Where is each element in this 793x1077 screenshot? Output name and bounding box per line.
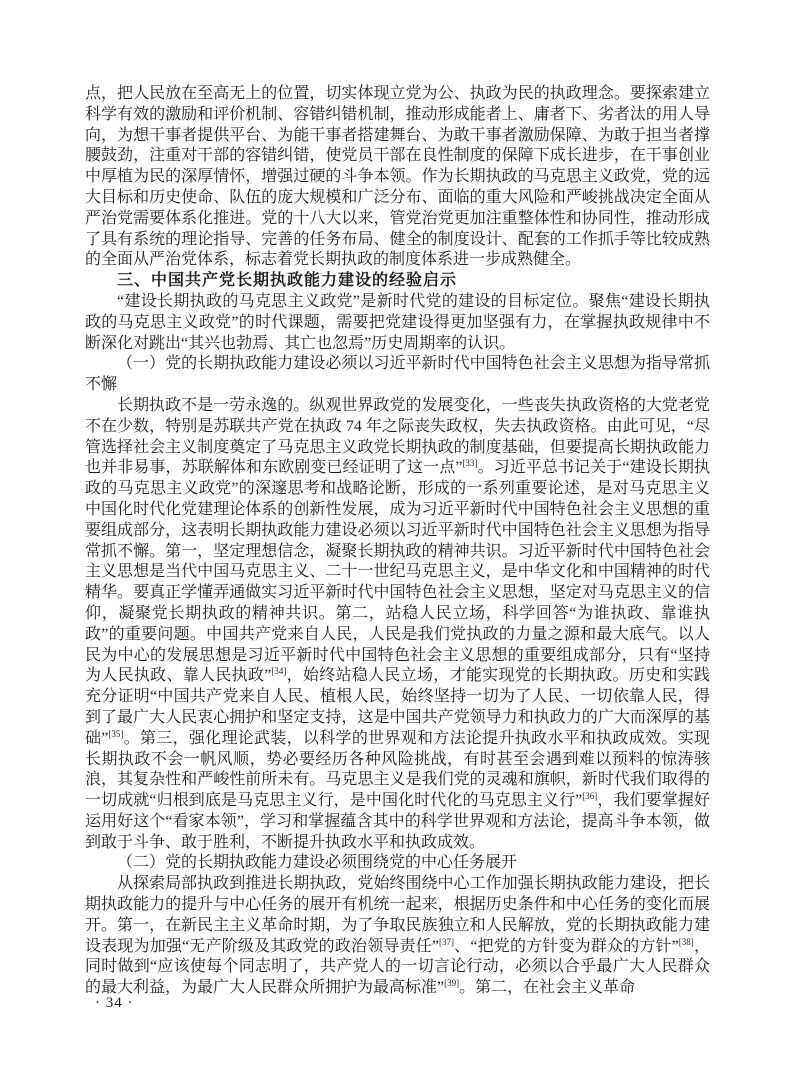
- page-number: · 34 ·: [95, 995, 134, 1011]
- footnote-ref: [39]: [444, 978, 460, 989]
- subsection-2-paragraph: 从探索局部执政到推进长期执政，党始终围绕中心工作加强长期执政能力建设，把长期执政能力的提升与中心任务的展开有机统一起来，根据历史条件和中心任务的变化而展开。第一，在新民主主义革命时期，为了争取民族独立和人民解放，党的长期执政能力建设表现为加强“无产阶级及其政党的政治领导责任”[37]、“把党的方针变为群众的方针”[38]，同时做到“应该使每个同志明了，共产党人的一切言论行动，必须以合乎最广大人民群众的最大利益，为最广大人民群众所拥护为最高标准”[39]。第二，在社会主义革命: [85, 875, 710, 997]
- subsection-1-paragraph: 长期执政不是一劳永逸的。纵观世界政党的发展变化，一些丧失执政资格的大党老党不在少数，特别是苏联共产党在执政 74 年之际丧失政权，失去执政资格。由此可见，“尽管选择社会主义制度奠定了马克思主义政党长期执政的制度基础，但要提高长期执政能力也并非易事，苏联解体和东欧剧变已经证明了这一点”[33]。习近平总书记关于“建设长期执政的马克思主义政党”的深邃思考和战略论断，形成的一系列重要论述，是对马克思主义中国化时代化党建理论体系的创新性发展，成为习近平新时代中国特色社会主义思想的重要组成部分，这表明长期执政能力建设必须以习近平新时代中国特色社会主义思想为指导常抓不懈。第一，坚定理想信念，凝聚长期执政的精神共识。习近平新时代中国特色社会主义思想是当代中国马克思主义、二十一世纪马克思主义，是中华文化和中国精神的时代精华。要真正学懂弄通做实习近平新时代中国特色社会主义思想，坚定对马克思主义的信仰，凝聚党长期执政的精神共识。第二，站稳人民立场，科学回答“为谁执政、靠谁执政”的重要问题。中国共产党来自人民，人民是我们党执政的力量之源和最大底气。以人民为中心的发展思想是习近平新时代中国特色社会主义思想的重要组成部分，只有“坚持为人民执政、靠人民执政”[34]，始终站稳人民立场，才能实现党的长期执政。历史和实践充分证明“中国共产党来自人民、植根人民，始终坚持一切为了人民、一切依靠人民，得到了最广大人民衷心拥护和坚定支持，这是中国共产党领导力和执政力的广大而深厚的基础”[35]。第三，强化理论武装，以科学的世界观和方法论提升执政水平和执政成效。实现长期执政不会一帆风顺，势必要经历各种风险挑战，有时甚至会遇到难以预料的惊涛骇浪，其复杂性和严峻性前所未有。马克思主义是我们党的灵魂和旗帜，新时代我们取得的一切成就“归根到底是马克思主义行，是中国化时代化的马克思主义行”[36]，我们要掌握好运用好这个“看家本领”，学习和掌握蕴含其中的科学世界观和方法论，提高斗争本领，做到敢于斗争、敢于胜利，不断提升执政水平和执政成效。: [85, 396, 711, 851]
- footnote-ref: [34]: [271, 666, 287, 677]
- intro-paragraph: “建设长期执政的马克思主义政党”是新时代党的建设的目标定位。聚焦“建设长期执政的马克思主义政党”的时代课题，需要把党建设得更加坚强有力，在掌握执政规律中不断深化对跳出“其兴也勃焉、其亡也忽焉”历史周期率的认识。: [85, 292, 710, 352]
- section-heading: 三、中国共产党长期执政能力建设的经验启示: [117, 272, 458, 290]
- footnote-ref: [37]: [439, 936, 454, 947]
- footnote-ref: [33]: [462, 458, 478, 469]
- footnote-ref: [35]: [108, 728, 124, 739]
- footnote-ref: [36]: [582, 791, 598, 802]
- subsection-heading-2: （二）党的长期执政能力建设必须围绕党的中心任务展开: [117, 854, 518, 872]
- footnote-ref: [38]: [678, 936, 694, 947]
- subsection-heading-1: （一）党的长期执政能力建设必须以习近平新时代中国特色社会主义思想为指导常抓不懈: [85, 355, 710, 394]
- continuation-paragraph: 点，把人民放在至高无上的位置，切实体现立党为公、执政为民的执政理念。要探索建立科学有效的激励和评价机制、容错纠错机制，推动形成能者上、庸者下、劣者汰的用人导向，为想干事者提供平台、为能干事者搭建舞台、为敢干事者激励保障、为敢于担当者撑腰鼓劲，注重对干部的容错纠错，使党员干部在良性制度的保障下成长进步，在干事创业中厚植为民的深厚情怀，增强过硬的斗争本领。作为长期执政的马克思主义政党，党的远大目标和历史使命、队伍的庞大规模和广泛分布、面临的重大风险和严峻挑战决定全面从严治党需要体系化推进。党的十八大以来，管党治党更加注重整体性和协同性，推动形成了具有系统的理论指导、完善的任务布局、健全的制度设计、配套的工作抓手等比较成熟的全面从严治党体系，标志着党长期执政的制度体系进一步成熟健全。: [85, 85, 710, 269]
- article-text-block: [85, 84, 710, 999]
